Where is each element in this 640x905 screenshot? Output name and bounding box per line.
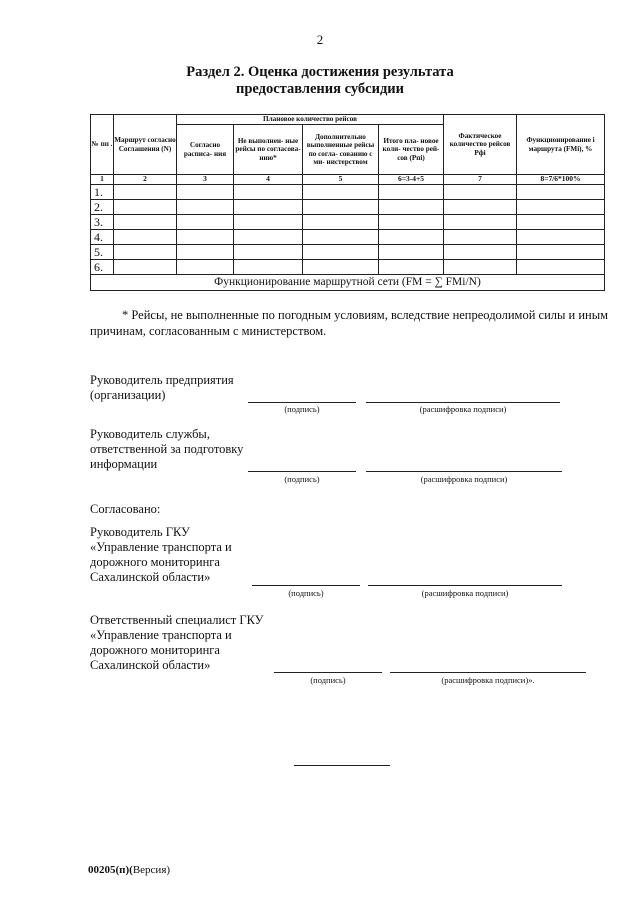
network-function-label: Функционирование маршрутной сети (FM = ∑ FMi/N) <box>91 275 605 291</box>
header-no: № пп . <box>91 115 114 175</box>
signer-label: Руководитель ГКУ «Управление транспорта и дорожного мониторинга Сахалинской области» <box>90 525 232 584</box>
col-num: 1 <box>91 175 114 185</box>
section-title <box>0 64 640 98</box>
page-number: 2 <box>316 32 324 47</box>
signer-label: Ответственный специалист ГКУ «Управление транспорта и дорожного мониторинга Сахалинской области» <box>90 613 264 672</box>
network-row <box>91 275 605 291</box>
row-number: 6. <box>91 260 114 275</box>
header-route: Маршрут согласно Соглашения (N) <box>114 115 177 175</box>
table-row <box>91 245 605 260</box>
decode-caption: (расшифровка подписи) <box>419 404 507 414</box>
signature-caption: (подпись) <box>310 675 346 685</box>
title-line-1: Раздел 2. Оценка достижения результата <box>186 64 454 80</box>
table-row <box>91 185 605 200</box>
evaluation-table <box>90 114 605 291</box>
table-row <box>91 230 605 245</box>
table-row <box>91 260 605 275</box>
col-num: 6=3-4+5 <box>379 175 444 185</box>
signature-caption: (подпись) <box>288 588 324 598</box>
decode-line <box>366 402 560 403</box>
decode-caption: (расшифровка подписи)». <box>441 675 535 685</box>
title-line-2: предоставления субсидии <box>235 81 404 97</box>
signature-line <box>248 402 356 403</box>
footnote: * Рейсы, не выполненные по погодным условиям, вследствие непреодолимой силы и иным причинам, согласованным с министерством. <box>90 308 609 338</box>
header-schedule: Согласно расписа- ния <box>177 125 234 175</box>
footer-code: 00205(п)( <box>88 864 133 876</box>
col-num: 5 <box>303 175 379 185</box>
signer-label: Руководитель службы, ответственной за подготовку информации <box>90 427 244 471</box>
signature-line <box>252 585 360 586</box>
table-row <box>91 215 605 230</box>
row-number: 2. <box>91 200 114 215</box>
signature-line <box>248 471 356 472</box>
col-num: 3 <box>177 175 234 185</box>
decode-caption: (расшифровка подписи) <box>421 588 509 598</box>
table-row <box>91 200 605 215</box>
row-number: 3. <box>91 215 114 230</box>
decode-line <box>368 585 562 586</box>
col-num: 8=7/6*100% <box>517 175 605 185</box>
col-num: 4 <box>234 175 303 185</box>
header-function: Функционирование i маршрута (FMi), % <box>517 115 605 175</box>
signature-caption: (подпись) <box>284 474 320 484</box>
header-total: Итого пла- новое коли- чество рей- сов (Pпi) <box>379 125 444 175</box>
agreed-label: Согласовано: <box>90 502 161 516</box>
col-num: 7 <box>444 175 517 185</box>
column-numbers-row <box>91 175 605 185</box>
footer-version <box>88 864 170 876</box>
decode-line <box>390 672 586 673</box>
signature-line <box>274 672 382 673</box>
separator-line <box>294 765 390 766</box>
decode-caption: (расшифровка подписи) <box>420 474 508 484</box>
row-number: 4. <box>91 230 114 245</box>
footer-version-text: Версия) <box>132 864 171 876</box>
signature-caption: (подпись) <box>284 404 320 414</box>
row-number: 1. <box>91 185 114 200</box>
header-not-done: Не выполнен- ные рейсы по согласова- нию* <box>234 125 303 175</box>
header-additional: Дополнительно выполненные рейсы по согла- сованию с ми- нистерством <box>303 125 379 175</box>
decode-line <box>366 471 562 472</box>
signer-label: Руководитель предприятия (организации) <box>90 373 234 402</box>
header-planned-group: Плановое количество рейсов <box>177 115 444 125</box>
row-number: 5. <box>91 245 114 260</box>
header-actual: Фактическое количество рейсов Рфi <box>444 115 517 175</box>
col-num: 2 <box>114 175 177 185</box>
